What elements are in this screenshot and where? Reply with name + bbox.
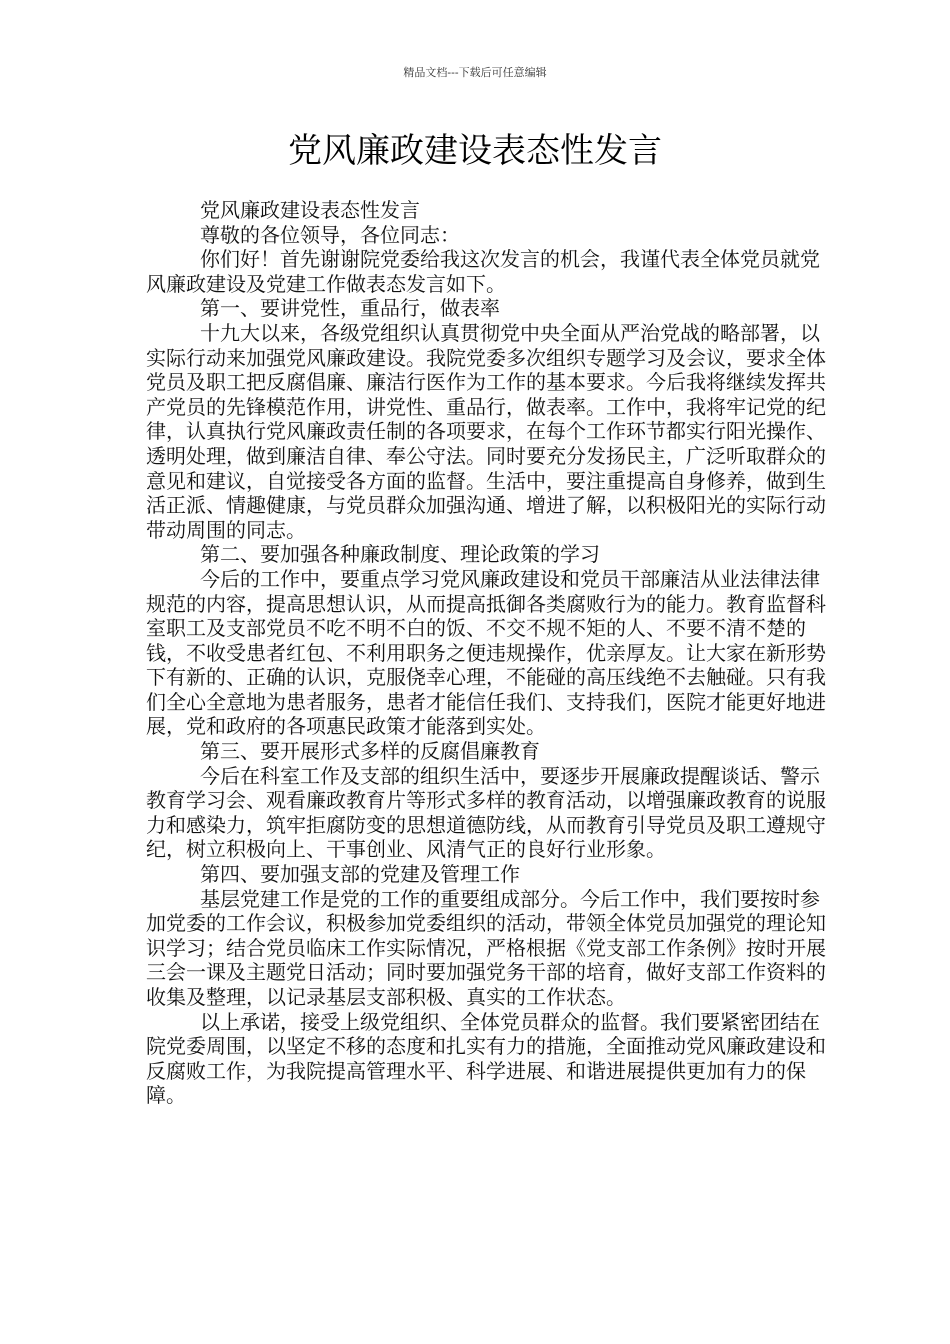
section-heading: 第一、要讲党性，重品行，做表率 xyxy=(200,296,500,321)
body-paragraph: 十九大以来，各级党组织认真贯彻党中央全面从严治党战的略部署，以实际行动来加强党风廉政建设。我院党委多次组织专题学习及会议，要求全体党员及职工把反腐倡廉、廉洁行医作为工作的基本要求。今后我将继续发挥共产党员的先锋模范作用，讲党性、重品行，做表率。工作中，我将牢记党的纪律，认真执行党风廉政责任制的各项要求，在每个工作环节都实行阳光操作、透明处理，做到廉洁自律、奉公守法。同时要充分发扬民主，广泛听取群众的意见和建议，自觉接受各方面的监督。生活中，要注重提高自身修养，做到生活正派、情趣健康，与党员群众加强沟通、增进了解，以积极阳光的实际行动带动周围的同志。 xyxy=(146,320,826,542)
document-title: 党风廉政建设表态性发言 xyxy=(288,131,662,171)
body-paragraph: 你们好！首先谢谢院党委给我这次发言的机会，我谨代表全体党员就党风廉政建设及党建工作做表态发言如下。 xyxy=(146,247,820,296)
body-paragraph: 基层党建工作是党的工作的重要组成部分。今后工作中，我们要按时参加党委的工作会议，积极参加党委组织的活动，带领全体党员加强党的理论知识学习；结合党员临床工作实际情况，严格根据《党支部工作条例》按时开展三会一课及主题党日活动；同时要加强党务干部的培育，做好支部工作资料的收集及整理，以记录基层支部积极、真实的工作状态。 xyxy=(146,886,826,1009)
body-paragraph: 党风廉政建设表态性发言 xyxy=(200,198,420,222)
body-paragraph: 今后的工作中，要重点学习党风廉政建设和党员干部廉洁从业法律法律规范的内容，提高思想认识，从而提高抵御各类腐败行为的能力。教育监督科室职工及支部党员不吃不明不白的饭、不交不规不矩的人、不要不清不楚的钱，不收受患者红包、不利用职务之便违规操作，优亲厚友。让大家在新形势下有新的、正确的认识，克服侥幸心理，不能碰的高压线绝不去触碰。只有我们全心全意地为患者服务，患者才能信任我们、支持我们，医院才能更好地进展，党和政府的各项惠民政策才能落到实处。 xyxy=(146,566,826,739)
section-heading: 第二、要加强各种廉政制度、理论政策的学习 xyxy=(200,542,600,567)
body-paragraph: 以上承诺，接受上级党组织、全体党员群众的监督。我们要紧密团结在院党委周围，以坚定不移的态度和扎实有力的措施，全面推动党风廉政建设和反腐败工作，为我院提高管理水平、科学进展、和谐进展提供更加有力的保障。 xyxy=(146,1009,826,1108)
section-heading: 第四、要加强支部的党建及管理工作 xyxy=(200,862,520,887)
document-body xyxy=(146,198,826,1108)
page-header: 精品文档---下载后可任意编辑 xyxy=(403,66,547,79)
body-paragraph: 今后在科室工作及支部的组织生活中，要逐步开展廉政提醒谈话、警示教育学习会、观看廉政教育片等形式多样的教育活动，以增强廉政教育的说服力和感染力，筑牢拒腐防变的思想道德防线，从而教育引导党员及职工遵规守纪，树立积极向上、干事创业、风清气正的良好行业形象。 xyxy=(146,763,826,862)
body-paragraph: 尊敬的各位领导，各位同志： xyxy=(200,222,460,247)
section-heading: 第三、要开展形式多样的反腐倡廉教育 xyxy=(200,739,540,764)
